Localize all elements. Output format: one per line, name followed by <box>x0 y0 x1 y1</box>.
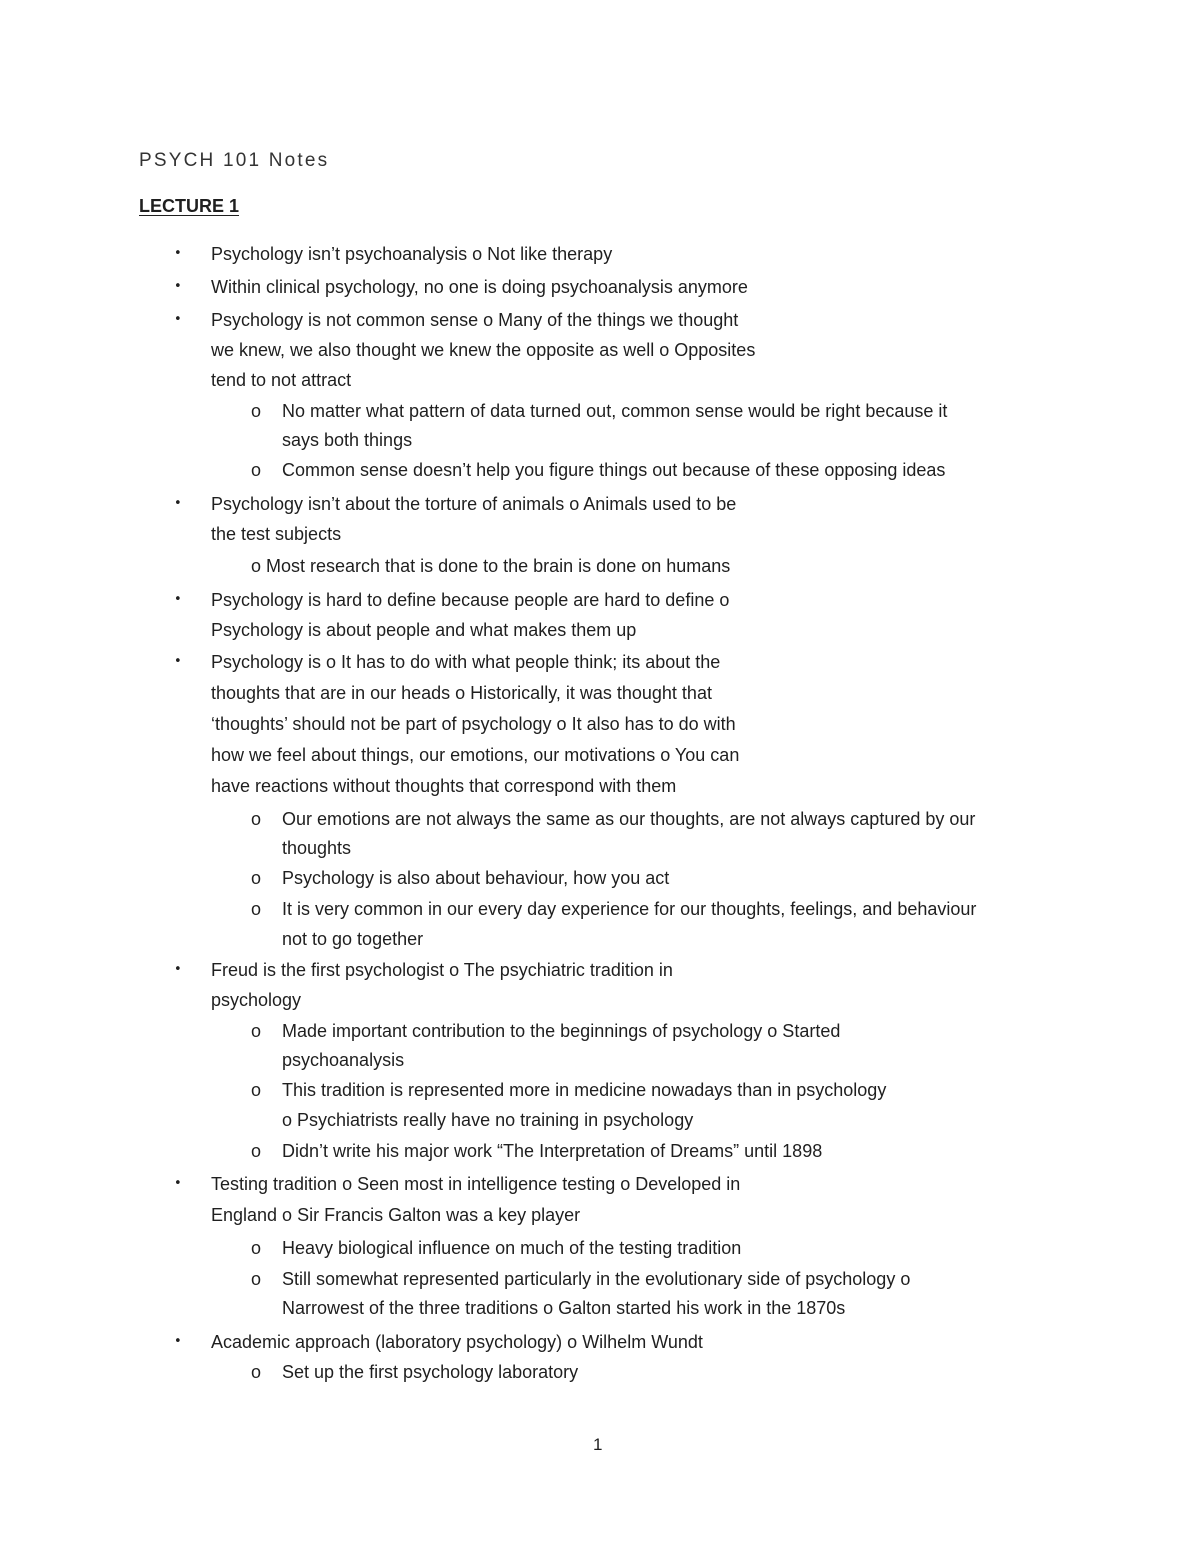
text-line: Psychology isn’t about the torture of animals o Animals used to be <box>211 494 737 514</box>
sub-bullet-marker: o <box>251 1080 262 1100</box>
bullet-icon: • <box>174 962 182 977</box>
sub-bullet-marker: o <box>251 1269 262 1289</box>
sub-bullet-marker: o <box>251 460 262 480</box>
text-line: Testing tradition o Seen most in intelligence testing o Developed in <box>211 1174 741 1194</box>
text-line: says both things <box>282 430 413 450</box>
text-line: Our emotions are not always the same as our thoughts, are not always captured by our <box>282 809 976 829</box>
text-line: Made important contribution to the beginnings of psychology o Started <box>282 1021 841 1041</box>
text-line: Narrowest of the three traditions o Galton started his work in the 1870s <box>282 1298 846 1318</box>
text-line: psychology <box>211 990 302 1010</box>
text-line: Psychology isn’t psychoanalysis o Not like therapy <box>211 244 613 264</box>
sub-bullet-marker: o <box>251 899 262 919</box>
bullet-icon: • <box>174 312 182 327</box>
sub-bullet-marker: o <box>251 1362 262 1382</box>
text-line: Psychology is about people and what makes them up <box>211 620 637 640</box>
text-line: Still somewhat represented particularly in the evolutionary side of psychology o <box>282 1269 911 1289</box>
bullet-icon: • <box>174 496 182 511</box>
text-line: Heavy biological influence on much of the testing tradition <box>282 1238 742 1258</box>
text-line: This tradition is represented more in medicine nowadays than in psychology <box>282 1080 887 1100</box>
text-line: It is very common in our every day experience for our thoughts, feelings, and behaviour <box>282 899 977 919</box>
text-line: thoughts that are in our heads o Historically, it was thought that <box>211 683 712 703</box>
bullet-icon: • <box>174 1176 182 1191</box>
text-line: tend to not attract <box>211 370 352 390</box>
text-line: psychoanalysis <box>282 1050 405 1070</box>
bullet-icon: • <box>174 1334 182 1349</box>
text-line: Didn’t write his major work “The Interpretation of Dreams” until 1898 <box>282 1141 823 1161</box>
text-line: we knew, we also thought we knew the opposite as well o Opposites <box>211 340 756 360</box>
text-line: England o Sir Francis Galton was a key player <box>211 1205 581 1225</box>
sub-bullet-marker: o <box>251 401 262 421</box>
sub-bullet-marker: o <box>251 868 262 888</box>
text-line: Psychology is hard to define because people are hard to define o <box>211 590 730 610</box>
text-line: not to go together <box>282 929 424 949</box>
text-line: how we feel about things, our emotions, our motivations o You can <box>211 745 740 765</box>
bullet-icon: • <box>174 654 182 669</box>
text-line: Psychology is not common sense o Many of the things we thought <box>211 310 739 330</box>
text-line: Within clinical psychology, no one is doing psychoanalysis anymore <box>211 277 748 297</box>
bullet-icon: • <box>174 246 182 261</box>
text-line: have reactions without thoughts that correspond with them <box>211 776 677 796</box>
text-line: the test subjects <box>211 524 342 544</box>
bullet-icon: • <box>174 592 182 607</box>
lecture-heading: LECTURE 1 <box>139 196 240 216</box>
text-line: o Most research that is done to the brain is done on humans <box>251 556 731 576</box>
bullet-icon: • <box>174 279 182 294</box>
text-line: thoughts <box>282 838 352 858</box>
text-line: Set up the first psychology laboratory <box>282 1362 579 1382</box>
sub-bullet-marker: o <box>251 1238 262 1258</box>
sub-bullet-marker: o <box>251 809 262 829</box>
document-title: PSYCH 101 Notes <box>139 150 330 171</box>
page-number: 1 <box>593 1435 603 1454</box>
text-line: ‘thoughts’ should not be part of psychology o It also has to do with <box>211 714 736 734</box>
sub-bullet-marker: o <box>251 1021 262 1041</box>
text-line: Psychology is o It has to do with what people think; its about the <box>211 652 721 672</box>
text-line: Freud is the first psychologist o The psychiatric tradition in <box>211 960 673 980</box>
text-line: Academic approach (laboratory psychology) o Wilhelm Wundt <box>211 1332 703 1352</box>
text-line: o Psychiatrists really have no training in psychology <box>282 1110 694 1130</box>
text-line: Common sense doesn’t help you figure things out because of these opposing ideas <box>282 460 946 480</box>
sub-bullet-marker: o <box>251 1141 262 1161</box>
text-line: Psychology is also about behaviour, how you act <box>282 868 670 888</box>
text-line: No matter what pattern of data turned out, common sense would be right because it <box>282 401 948 421</box>
